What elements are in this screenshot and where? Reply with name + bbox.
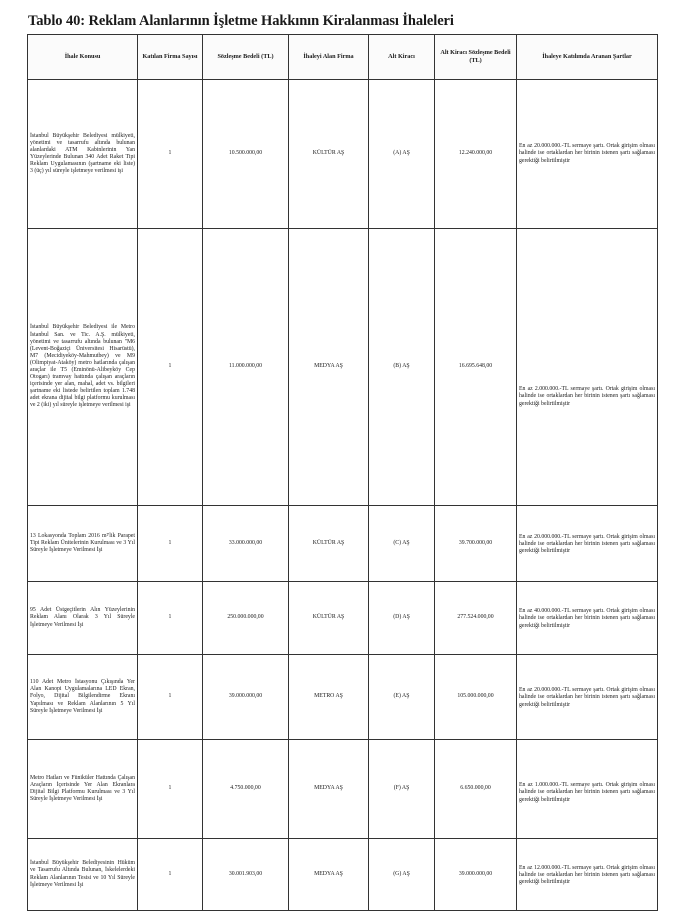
cell-sub-amount: 12.240.000,00 [435,80,517,229]
cell-count: 1 [138,506,203,582]
cell-count: 1 [138,229,203,506]
cell-firm: METRO AŞ [289,655,369,740]
cell-conditions: En az 2.000.000.-TL sermaye şartı. Ortak girişim olması halinde ise ortaklardan her birinin istenen şartı sağlaması gerektiği belirtilmiştir [517,229,658,506]
cell-amount: 250.000.000,00 [203,582,289,655]
cell-sub-amount: 105.000.000,00 [435,655,517,740]
cell-amount: 39.000.000,00 [203,655,289,740]
table-title: Tablo 40: Reklam Alanlarının İşletme Hakkının Kiralanması İhaleleri [28,13,454,29]
cell-firm: MEDYA AŞ [289,839,369,911]
cell-amount: 4.750.000,00 [203,740,289,839]
header-sub-amount: Alt Kiracı Sözleşme Bedeli (TL) [435,35,517,80]
cell-subtenant: (E) AŞ [369,655,435,740]
cell-subject: 110 Adet Metro İstasyonu Çıkışında Yer Alan Kanopi Uygulamalarına LED Ekran, Folyo, Dijital Bilgilendirme Ekranı Yapılması ve Reklam Alanlarının 5 Yıl Süreyle İşletmeye Verilmesi İşi [28,655,138,740]
cell-firm: MEDYA AŞ [289,229,369,506]
cell-sub-amount: 277.524.000,00 [435,582,517,655]
cell-conditions: En az 1.000.000.-TL sermaye şartı. Ortak girişim olması halinde ise ortaklardan her birinin istenen şartı sağlaması gerektiği belirtilmiştir [517,740,658,839]
cell-amount: 11.000.000,00 [203,229,289,506]
cell-subtenant: (B) AŞ [369,229,435,506]
cell-conditions: En az 12.000.000.-TL sermaye şartı. Ortak girişim olması halinde ise ortaklardan her birinin istenen şartı sağlaması gerektiği belirtilmiştir [517,839,658,911]
cell-count: 1 [138,655,203,740]
header-row [28,35,658,80]
cell-firm: KÜLTÜR AŞ [289,506,369,582]
table-row [28,80,658,229]
cell-conditions: En az 20.000.000.-TL sermaye şartı. Ortak girişim olması halinde ise ortaklardan her birinin istenen şartı sağlaması gerektiği belirtilmiştir [517,80,658,229]
cell-count: 1 [138,80,203,229]
cell-subject: İstanbul Büyükşehir Belediyesi ile Metro İstanbul San. ve Tic. A.Ş. mülkiyeti, yönetimi ve tasarrufu altında bulunan "M6 (Levent-Boğaziçi Üniversitesi Hisarüstü), M7 (Mecidiyeköy-Mahmutbey) ve M9 (Olimpiyat-Ataköy) metro hatlarında çalışan araçlar ile T5 (Eminönü-Alibeyköy Cep Otogarı) tramvay hattında çalışan araçların içerisinde yer alan, mahal, adet vs. bilgileri şartname eki listede belirtilen toplam 1.748 adet ekrana dijital bilgi platformu kurulması ve 2 (iki) yıl süreyle işletmeye verilmesi işi [28,229,138,506]
table-row [28,839,658,911]
cell-subject: İstanbul Büyükşehir Belediyesi mülkiyeti, yönetimi ve tasarrufu altında bulunan alanlardaki ATM Kabinlerinin Yan Yüzeylerinde Bulunan 340 Adet Raket Tipi Reklam Uygulamasının (şartname eki liste) 3 (üç) yıl süreyle işletmeye verilmesi işi [28,80,138,229]
cell-subject: 13 Lokasyonda Toplam 2016 m²'lik Parapet Tipi Reklam Ünitelerinin Kurulması ve 3 Yıl Süreyle İşletmeye Verilmesi İşi [28,506,138,582]
cell-subject: Metro Hatları ve Füniküler Hattında Çalışan Araçların İçerisinde Yer Alan Ekranlara Dijital Bilgi Platformu Kurulması ve 3 Yıl Süreyle İşletmeye Verilmesi İşi [28,740,138,839]
cell-sub-amount: 39.000.000,00 [435,839,517,911]
header-conditions: İhaleye Katılımda Aranan Şartlar [517,35,658,80]
table-row [28,740,658,839]
table-row [28,582,658,655]
cell-subtenant: (C) AŞ [369,506,435,582]
cell-subtenant: (G) AŞ [369,839,435,911]
table-row [28,229,658,506]
cell-count: 1 [138,740,203,839]
cell-subject: İstanbul Büyükşehir Belediyesinin Hüküm ve Tasarrufu Altında Bulunan, İskelelerdeki Reklam Alanlarının Tesisi ve 10 Yıl Süreyle İşletmeye Verilmesi İşi [28,839,138,911]
cell-firm: KÜLTÜR AŞ [289,582,369,655]
cell-conditions: En az 20.000.000.-TL sermaye şartı. Ortak girişim olması halinde ise ortaklardan her birinin istenen şartı sağlaması gerektiği belirtilmiştir [517,506,658,582]
cell-amount: 10.500.000,00 [203,80,289,229]
cell-amount: 30.001.903,00 [203,839,289,911]
tender-table [27,34,658,911]
cell-conditions: En az 20.000.000.-TL sermaye şartı. Ortak girişim olması halinde ise ortaklardan her birinin istenen şartı sağlaması gerektiği belirtilmiştir [517,655,658,740]
cell-firm: MEDYA AŞ [289,740,369,839]
cell-sub-amount: 6.650.000,00 [435,740,517,839]
table-row [28,655,658,740]
header-amount: Sözleşme Bedeli (TL) [203,35,289,80]
header-count: Katılan Firma Sayısı [138,35,203,80]
header-subtenant: Alt Kiracı [369,35,435,80]
cell-sub-amount: 39.700.000,00 [435,506,517,582]
cell-sub-amount: 16.695.648,00 [435,229,517,506]
table-row [28,506,658,582]
cell-subtenant: (F) AŞ [369,740,435,839]
cell-amount: 33.000.000,00 [203,506,289,582]
cell-count: 1 [138,839,203,911]
cell-subtenant: (D) AŞ [369,582,435,655]
cell-subtenant: (A) AŞ [369,80,435,229]
header-subject: İhale Konusu [28,35,138,80]
cell-count: 1 [138,582,203,655]
header-firm: İhaleyi Alan Firma [289,35,369,80]
cell-conditions: En az 40.000.000.-TL sermaye şartı. Ortak girişim olması halinde ise ortaklardan her birinin istenen şartı sağlaması gerektiği belirtilmiştir [517,582,658,655]
cell-firm: KÜLTÜR AŞ [289,80,369,229]
cell-subject: 95 Adet Üstgeçitlerin Alın Yüzeylerinin Reklam Alanı Olarak 3 Yıl Süreyle İşletmeye Verilmesi İşi [28,582,138,655]
